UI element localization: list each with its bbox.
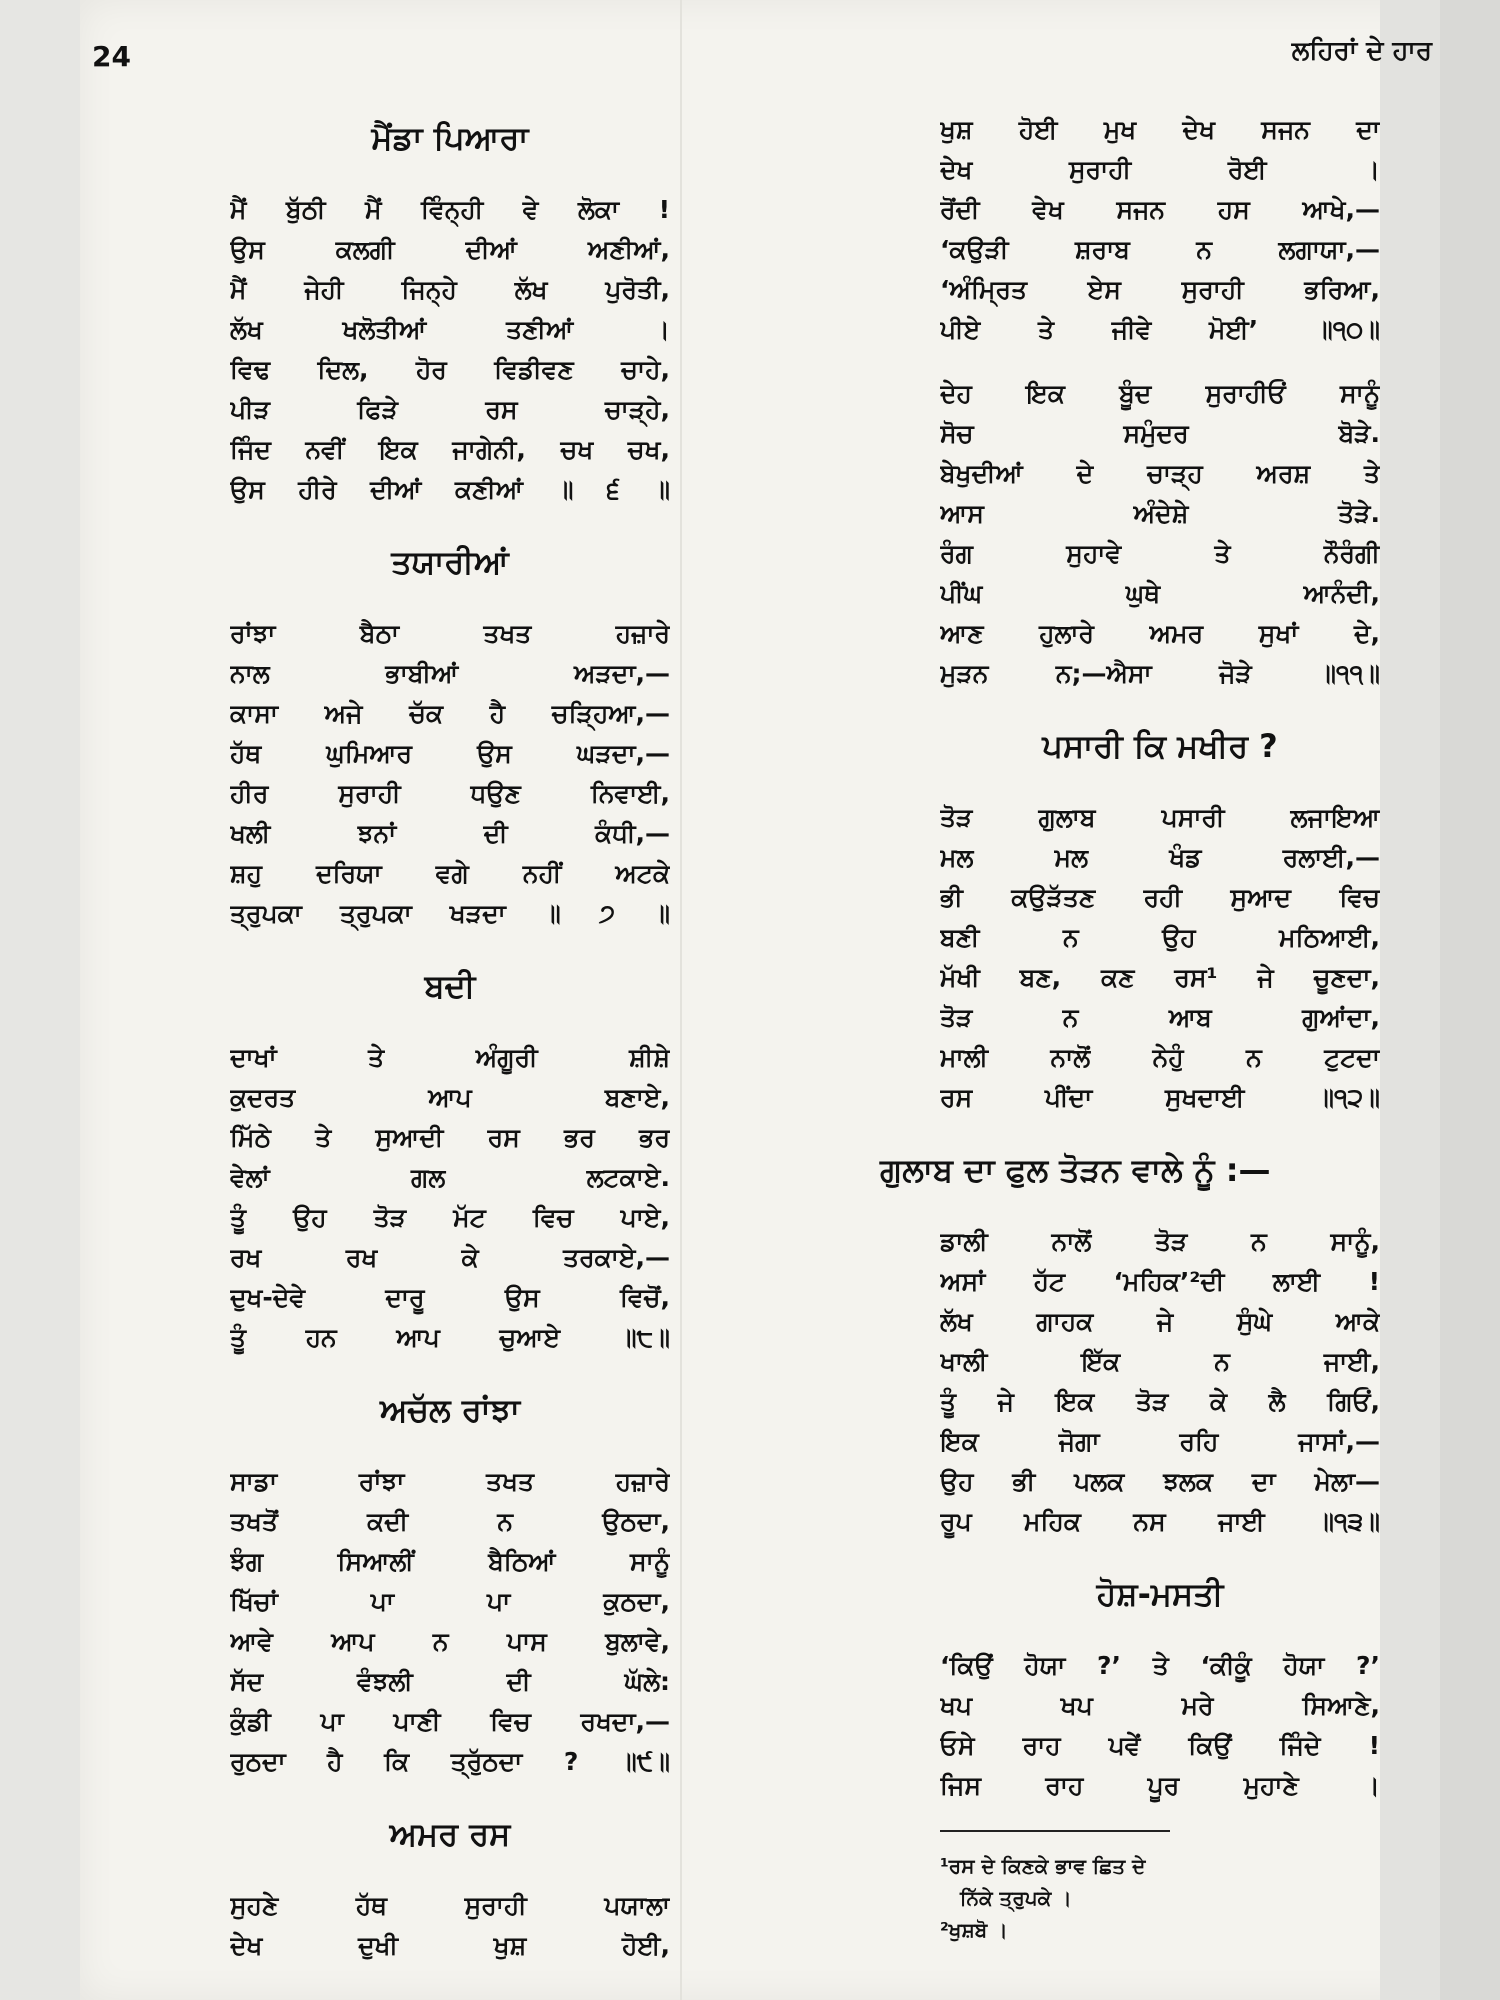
- poem-title: ਬਦੀ: [424, 967, 476, 1005]
- verse-line: ਹੱਥ ਘੁਮਿਆਰ ਉਸ ਘੜਦਾ,—: [230, 739, 670, 768]
- verse-line: ਖਿੱਚਾਂ ਪਾ ਪਾ ਕੁਠਦਾ,: [230, 1587, 670, 1616]
- footnote: ਨਿੱਕੇ ਤ੍ਰੁਪਕੇ ।: [960, 1886, 1072, 1910]
- verse-line: ਭੀ ਕਉੜੱਤਣ ਰਹੀ ਸੁਆਦ ਵਿਚ: [940, 883, 1380, 912]
- verse-line: ਰੋਂਦੀ ਵੇਖ ਸਜਨ ਹਸ ਆਖੇ,—: [940, 195, 1380, 224]
- verse-line: ਉਹ ਭੀ ਪਲਕ ਝਲਕ ਦਾ ਮੇਲਾ—: [940, 1467, 1380, 1496]
- poem-stanza: [230, 190, 670, 510]
- verse-line: ਸੱਦ ਵੰਝਲੀ ਦੀ ਘੱਲੇ:: [230, 1667, 670, 1696]
- verse-line: ਮੈਂ ਬੁੱਠੀ ਮੈਂ ਵਿੰਨ੍ਹੀ ਵੇ ਲੋਕਾ !: [230, 195, 670, 224]
- verse-line: ਅਸਾਂ ਹੱਟ ‘ਮਹਿਕ’²ਦੀ ਲਾਈ !: [940, 1267, 1380, 1296]
- left-column: [230, 110, 670, 1990]
- verse-line: ਇਕ ਜੋਗਾ ਰਹਿ ਜਾਸਾਂ,—: [940, 1427, 1380, 1456]
- poem-stanza: [940, 1222, 1380, 1542]
- verse-line: ਡਾਲੀ ਨਾਲੋਂ ਤੋੜ ਨ ਸਾਨੂੰ,: [940, 1227, 1380, 1256]
- verse-line: ਖੁਸ਼ ਹੋਈ ਮੁਖ ਦੇਖ ਸਜਨ ਦਾ: [940, 115, 1380, 144]
- verse-line: ਤੂੰ ਹਨ ਆਪ ਚੁਆਏ ॥੮॥: [230, 1323, 670, 1352]
- verse-line: ਸੁਹਣੇ ਹੱਥ ਸੁਰਾਹੀ ਪਯਾਲਾ: [230, 1891, 670, 1920]
- poem-title: ਪਸਾਰੀ ਕਿ ਮਖੀਰ ?: [1042, 727, 1278, 765]
- verse-line: ਆਣ ਹੁਲਾਰੇ ਅਮਰ ਸੁਖਾਂ ਦੇ,: [940, 619, 1380, 648]
- poem-title: ਅਚੱਲ ਰਾਂਝਾ: [379, 1391, 521, 1429]
- verse-line: ਬੇਖੁਦੀਆਂ ਦੇ ਚਾੜ੍ਹ ਅਰਸ਼ ਤੇ: [940, 459, 1380, 488]
- verse-line: ਝੰਗ ਸਿਆਲੀਂ ਬੈਠਿਆਂ ਸਾਨੂੰ: [230, 1547, 670, 1576]
- verse-line: ਤਖਤੋਂ ਕਦੀ ਨ ਉਠਦਾ,: [230, 1507, 670, 1536]
- verse-line: ਬਣੀ ਨ ਉਹ ਮਠਿਆਈ,: [940, 923, 1380, 952]
- verse-line: ਓਸੇ ਰਾਹ ਪਵੇਂ ਕਿਉਂ ਜਿੰਦੇ !: [940, 1731, 1380, 1760]
- verse-line: ਸਾਡਾ ਰਾਂਝਾ ਤਖਤ ਹਜ਼ਾਰੇ: [230, 1467, 670, 1496]
- verse-line: ਕੁੰਡੀ ਪਾ ਪਾਣੀ ਵਿਚ ਰਖਦਾ,—: [230, 1707, 670, 1736]
- verse-line: ਦੇਖ ਸੁਰਾਹੀ ਰੋਈ ।: [940, 155, 1380, 184]
- verse-line: ਦਾਖਾਂ ਤੇ ਅੰਗੂਰੀ ਸ਼ੀਸ਼ੇ: [230, 1043, 670, 1072]
- verse-line: ਦੇਖ ਦੁਖੀ ਖੁਸ਼ ਹੋਈ,: [230, 1931, 670, 1960]
- verse-line: ਤੂੰ ਜੇ ਇਕ ਤੋੜ ਕੇ ਲੈ ਗਿਓਂ,: [940, 1387, 1380, 1416]
- verse-line: ਸ਼ਹੁ ਦਰਿਯਾ ਵਗੇ ਨਹੀਂ ਅਟਕੇ: [230, 859, 670, 888]
- poem-stanza: [940, 374, 1380, 694]
- verse-line: ਲੱਖ ਗਾਹਕ ਜੇ ਸੁੰਘੇ ਆਕੇ: [940, 1307, 1380, 1336]
- verse-line: ਖਾਲੀ ਇੱਕ ਨ ਜਾਈ,: [940, 1347, 1380, 1376]
- footnote: ¹ਰਸ ਦੇ ਕਿਣਕੇ ਭਾਵ ਛਿਤ ਦੇ: [940, 1854, 1146, 1878]
- verse-line: ਰੰਗ ਸੁਹਾਵੇ ਤੇ ਨੌਰੰਗੀ: [940, 539, 1380, 568]
- verse-line: ਰੁਠਦਾ ਹੈ ਕਿ ਤ੍ਰੁੱਠਦਾ ? ॥੯॥: [230, 1747, 670, 1776]
- verse-line: ਮੱਖੀ ਬਣ, ਕਣ ਰਸ¹ ਜੇ ਚੂਣਦਾ,: [940, 963, 1380, 992]
- poem-stanza: [940, 798, 1380, 1118]
- poem-title: ਗੁਲਾਬ ਦਾ ਫੁਲ ਤੋੜਨ ਵਾਲੇ ਨੂੰ :—: [880, 1151, 1271, 1189]
- verse-line: ਰਖ ਰਖ ਕੇ ਤਰਕਾਏ,—: [230, 1243, 670, 1272]
- verse-line: ਤ੍ਰੁਪਕਾ ਤ੍ਰੁਪਕਾ ਖੜਦਾ ॥ ੭ ॥: [230, 899, 670, 928]
- poem-title: ਮੈਂਡਾ ਪਿਆਰਾ: [371, 119, 529, 157]
- verse-line: ਮਾਲੀ ਨਾਲੋਂ ਨੇਹੁੰ ਨ ਟੁਟਦਾ: [940, 1043, 1380, 1072]
- poem-title: ਅਮਰ ਰਸ: [389, 1815, 511, 1853]
- verse-line: ਰੂਪ ਮਹਿਕ ਨਸ ਜਾਈ ॥੧੩॥: [940, 1507, 1380, 1536]
- verse-line: ਸੋਚ ਸਮੁੰਦਰ ਬੋੜੇ.: [940, 419, 1380, 448]
- verse-line: ਉਸ ਕਲਗੀ ਦੀਆਂ ਅਣੀਆਂ,: [230, 235, 670, 264]
- poem-stanza: [230, 1038, 670, 1358]
- verse-line: ਰਾਂਝਾ ਬੈਠਾ ਤਖਤ ਹਜ਼ਾਰੇ: [230, 619, 670, 648]
- poem-stanza: [230, 614, 670, 934]
- verse-line: ਦੁਖ-ਦੇਵੇ ਦਾਰੂ ਉਸ ਵਿਚੋਂ,: [230, 1283, 670, 1312]
- verse-line: ਜਿੰਦ ਨਵੀਂ ਇਕ ਜਾਗੇਨੀ, ਚਖ ਚਖ,: [230, 435, 670, 464]
- verse-line: ਰਸ ਪੀਂਦਾ ਸੁਖਦਾਈ ॥੧੨॥: [940, 1083, 1380, 1112]
- verse-line: ਵੇਲਾਂ ਗਲ ਲਟਕਾਏ.: [230, 1163, 670, 1192]
- verse-line: ਤੋੜ ਗੁਲਾਬ ਪਸਾਰੀ ਲਜਾਇਆ: [940, 803, 1380, 832]
- verse-line: ਦੇਹ ਇਕ ਬੂੰਦ ਸੁਰਾਹੀਓਂ ਸਾਨੂੰ: [940, 379, 1380, 408]
- verse-line: ਹੀਰ ਸੁਰਾਹੀ ਧਉਣ ਨਿਵਾਈ,: [230, 779, 670, 808]
- page-number: 24: [92, 40, 131, 73]
- poem-title: ਹੋਸ਼-ਮਸਤੀ: [1096, 1575, 1224, 1613]
- verse-line: ‘ਕਉੜੀ ਸ਼ਰਾਬ ਨ ਲਗਾਯਾ,—: [940, 235, 1380, 264]
- poem-continuation: [940, 110, 1380, 350]
- verse-line: ਖਲੀ ਝਨਾਂ ਦੀ ਕੰਧੀ,—: [230, 819, 670, 848]
- verse-line: ਜਿਸ ਰਾਹ ਪੂਰ ਮੁਹਾਣੇ ।: [940, 1771, 1380, 1800]
- verse-line: ਆਸ ਅੰਦੇਸ਼ੇ ਤੋੜੇ.: [940, 499, 1380, 528]
- verse-line: ਤੂੰ ਉਹ ਤੋੜ ਮੱਟ ਵਿਚ ਪਾਏ,: [230, 1203, 670, 1232]
- running-head: ਲਹਿਰਾਂ ਦੇ ਹਾਰ: [1291, 36, 1432, 66]
- verse-line: ਪੀਂਘ ਘੁਥੇ ਆਨੰਦੀ,: [940, 579, 1380, 608]
- scan-border-left: [0, 0, 80, 2000]
- verse-line: ਲੱਖ ਖਲੋਤੀਆਂ ਤਣੀਆਂ ।: [230, 315, 670, 344]
- verse-line: ਮਲ ਮਲ ਖੰਡ ਰਲਾਈ,—: [940, 843, 1380, 872]
- verse-line: ਮੈਂ ਜੇਹੀ ਜਿਨ੍ਹੇ ਲੱਖ ਪੁਰੋਤੀ,: [230, 275, 670, 304]
- verse-line: ‘ਕਿਉਂ ਹੋਯਾ ?’ ਤੇ ‘ਕੀਕੂੰ ਹੋਯਾ ?’: [940, 1651, 1380, 1680]
- verse-line: ਮਿੱਠੇ ਤੇ ਸੁਆਦੀ ਰਸ ਭਰ ਭਰ: [230, 1123, 670, 1152]
- verse-line: ਪੀਏ ਤੇ ਜੀਵੇ ਮੋਈ’ ॥੧੦॥: [940, 315, 1380, 344]
- poem-stanza: [940, 1646, 1380, 1806]
- verse-line: ਖਪ ਖਪ ਮਰੇ ਸਿਆਣੇ,: [940, 1691, 1380, 1720]
- verse-line: ਉਸ ਹੀਰੇ ਦੀਆਂ ਕਣੀਆਂ ॥ ੬ ॥: [230, 475, 670, 504]
- verse-line: ਤੋੜ ਨ ਆਬ ਗੁਆਂਦਾ,: [940, 1003, 1380, 1032]
- footnote: ²ਖੁਸ਼ਬੋ ।: [940, 1918, 1008, 1942]
- verse-line: ਕਾਸਾ ਅਜੇ ਚੱਕ ਹੈ ਚੜ੍ਹਿਆ,—: [230, 699, 670, 728]
- scan-border-right: [1380, 0, 1440, 2000]
- verse-line: ਆਵੇ ਆਪ ਨ ਪਾਸ ਬੁਲਾਵੇ,: [230, 1627, 670, 1656]
- verse-line: ਪੀੜ ਫਿੜੇ ਰਸ ਚਾੜ੍ਹੇ,: [230, 395, 670, 424]
- footnote-divider: [940, 1830, 1170, 1832]
- right-column: [880, 110, 1380, 1946]
- verse-line: ਨਾਲ ਭਾਬੀਆਂ ਅੜਦਾ,—: [230, 659, 670, 688]
- poem-stanza: [230, 1462, 670, 1782]
- verse-line: ਵਿਢ ਦਿਲ, ਹੋਰ ਵਿਡੀਵਣ ਚਾਹੇ,: [230, 355, 670, 384]
- verse-line: ਕੁਦਰਤ ਆਪ ਬਣਾਏ,: [230, 1083, 670, 1112]
- page-gutter: [680, 0, 682, 2000]
- book-page: [80, 0, 1440, 2000]
- poem-title: ਤਯਾਰੀਆਂ: [391, 543, 509, 581]
- verse-line: ਮੁੜਨ ਨ;—ਐਸਾ ਜੋੜੇ ॥੧੧॥: [940, 659, 1380, 688]
- verse-line: ‘ਅੰਮ੍ਰਿਤ ਏਸ ਸੁਰਾਹੀ ਭਰਿਆ,: [940, 275, 1380, 304]
- poem-stanza: [230, 1886, 670, 1966]
